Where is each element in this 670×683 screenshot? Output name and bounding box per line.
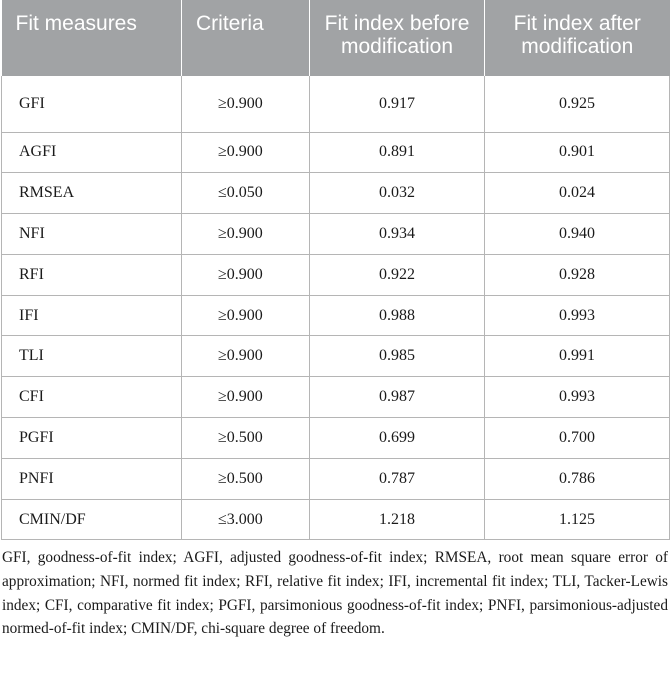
- table-header: [2, 0, 670, 76]
- cell-criteria: ≥0.900: [182, 254, 310, 295]
- cell-measure: CMIN/DF: [2, 499, 182, 540]
- cell-after: 1.125: [485, 499, 670, 540]
- cell-before: 0.988: [310, 295, 485, 336]
- header-criteria: Criteria: [182, 0, 310, 76]
- cell-measure: PNFI: [2, 458, 182, 499]
- cell-criteria: ≥0.900: [182, 336, 310, 377]
- cell-measure: AGFI: [2, 132, 182, 173]
- cell-criteria: ≥0.900: [182, 132, 310, 173]
- cell-before: 0.922: [310, 254, 485, 295]
- fit-indices-table: [1, 0, 670, 540]
- cell-after: 0.940: [485, 214, 670, 255]
- cell-after: 0.991: [485, 336, 670, 377]
- cell-criteria: ≥0.500: [182, 458, 310, 499]
- table-row: [2, 458, 670, 499]
- cell-after: 0.700: [485, 418, 670, 459]
- cell-criteria: ≥0.500: [182, 418, 310, 459]
- cell-before: 1.218: [310, 499, 485, 540]
- cell-measure: CFI: [2, 377, 182, 418]
- cell-measure: IFI: [2, 295, 182, 336]
- table-row: [2, 499, 670, 540]
- header-after-modification: Fit index after modification: [485, 0, 670, 76]
- cell-criteria: ≤3.000: [182, 499, 310, 540]
- cell-criteria: ≥0.900: [182, 377, 310, 418]
- cell-measure: RFI: [2, 254, 182, 295]
- cell-before: 0.699: [310, 418, 485, 459]
- table-row: [2, 295, 670, 336]
- cell-after: 0.928: [485, 254, 670, 295]
- cell-measure: NFI: [2, 214, 182, 255]
- header-row: [2, 0, 670, 76]
- cell-before: 0.891: [310, 132, 485, 173]
- cell-before: 0.917: [310, 76, 485, 132]
- cell-measure: GFI: [2, 76, 182, 132]
- cell-criteria: ≥0.900: [182, 214, 310, 255]
- cell-after: 0.993: [485, 295, 670, 336]
- header-before-modification: Fit index before modification: [310, 0, 485, 76]
- cell-before: 0.032: [310, 173, 485, 214]
- cell-measure: PGFI: [2, 418, 182, 459]
- cell-after: 0.024: [485, 173, 670, 214]
- table-row: [2, 214, 670, 255]
- cell-criteria: ≤0.050: [182, 173, 310, 214]
- table-row: [2, 336, 670, 377]
- cell-before: 0.985: [310, 336, 485, 377]
- table-row: [2, 173, 670, 214]
- table-body: [2, 76, 670, 540]
- table-footnote: GFI, goodness-of-fit index; AGFI, adjusted goodness-of-fit index; RMSEA, root mean square error of approximation; NFI, normed fit index; RFI, relative fit index; IFI, incremental fit index; TLI, Tacker-Lewis index; CFI, comparative fit index; PGFI, parsimonious goodness-of-fit index; PNFI, parsimonious-adjusted normed-of-fit index; CMIN/DF, chi-square degree of freedom.: [2, 549, 668, 638]
- cell-measure: TLI: [2, 336, 182, 377]
- table-row: [2, 76, 670, 132]
- cell-after: 0.901: [485, 132, 670, 173]
- cell-criteria: ≥0.900: [182, 295, 310, 336]
- table-row: [2, 377, 670, 418]
- cell-measure: RMSEA: [2, 173, 182, 214]
- cell-after: 0.993: [485, 377, 670, 418]
- cell-before: 0.934: [310, 214, 485, 255]
- table-row: [2, 132, 670, 173]
- header-fit-measures: Fit measures: [2, 0, 182, 76]
- cell-after: 0.925: [485, 76, 670, 132]
- table-row: [2, 254, 670, 295]
- cell-before: 0.987: [310, 377, 485, 418]
- cell-criteria: ≥0.900: [182, 76, 310, 132]
- cell-before: 0.787: [310, 458, 485, 499]
- cell-after: 0.786: [485, 458, 670, 499]
- table-row: [2, 418, 670, 459]
